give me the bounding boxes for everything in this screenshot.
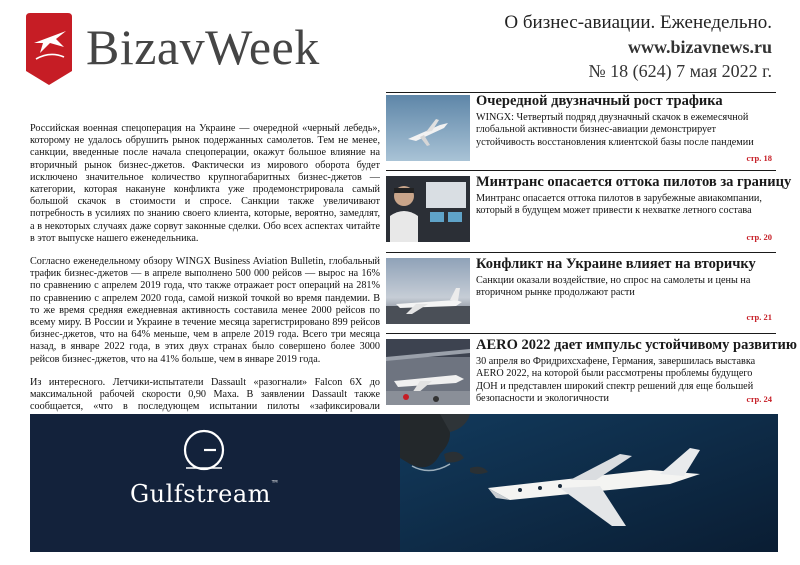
cockpit-pilot-photo: [386, 176, 470, 242]
paragraph: Российская военная спецоперация на Украине — очередной «черный лебедь», которому не удалось обрушить рынок подержанных самолетов. Тем не менее, санкции, введенные после начала спецоперации, окажут большое влияние на вторичный рынок бизнес-джетов. Фактически из мирового оборота будет исключено значительное количество крупногабаритных бизнес-джетов — категории, которая накануне конфликта уже продемонстрировала самый большой скачок в стоимости и спросе. Санкции также увеличивают потребность в усилиях по знанию своего клиента, которые, вероятно, замедлят, а в некоторых случаях даже сорвут законные сделки. Обо всех аспектах читайте в этот выпуске нашего еженедельника.: [30, 123, 380, 244]
teaser-title[interactable]: Минтранс опасается оттока пилотов за границу: [476, 174, 792, 190]
teaser-description: WINGX: Четвертый подряд двузначный скачок в ежемесячной глобальной активности бизнес-авиации демонстрирует устойчивость восстановления клиентской базы после пандемии: [476, 112, 754, 148]
divider: [386, 170, 776, 171]
jet-on-tarmac-photo: [386, 258, 470, 324]
editorial-text: [30, 123, 380, 437]
teaser-description: 30 апреля во Фридрихсхафене, Германия, завершилась выставка AERO 2022, на которой были рассмотрены проблемы будущего ДОН и представлен широкий спектр решений для еще большей безопасности и экологичности: [476, 356, 756, 405]
page-reference: стр. 20: [746, 232, 772, 242]
page-reference: стр. 18: [746, 153, 772, 163]
gulfstream-ad-banner[interactable]: [30, 414, 778, 552]
paragraph: Из интересного. Летчики-испытатели Dassault «разогнали» Falcon 6X до максимальной рабочей скорости 0,90 Маха. В заявлении Dassault также сообщается, «что в последующем испытании пилоты «зафиксировали: [30, 376, 380, 413]
teaser-traffic-growth[interactable]: [386, 95, 776, 161]
brand-title: BizavWeek: [86, 19, 320, 75]
page-reference: стр. 21: [746, 312, 772, 322]
jet-in-sky-photo: [386, 95, 470, 161]
ad-brand-name: Gulfstream: [130, 480, 271, 508]
bizavweek-logo-icon: [26, 13, 72, 85]
exhibition-hall-photo: [386, 339, 470, 405]
website-link[interactable]: www.bizavnews.ru: [627, 37, 772, 57]
teaser-description: Санкции оказали воздействие, но спрос на самолеты и цены на вторичном рынке продолжают расти: [476, 275, 751, 299]
teaser-secondary-market[interactable]: [386, 258, 776, 324]
paragraph: Согласно еженедельному обзору WINGX Business Aviation Bulletin, глобальный трафик бизнес-джетов — в апреле выполнено 500 000 рейсов — вырос на 16% по сравнению с апрелем 2019 года, что также отражает рост операций на 281% по сравнению с апрелем 2020 года, самой низкой точкой во время пандемии. В то же время средняя ежедневная активность составила менее 2000 рейсов по всему миру. В России и Украине в течение месяца зарегистрировано 899 рейсов бизнес-джетов, что на 64% меньше, чем в апреле 2019 года. Всего три месяца назад, в январе 2022 года, в этих двух странах было совершено более 3000 рейсов бизнес-джетов, что на 41% больше, чем в январе 2019 года.: [30, 256, 380, 365]
trademark: ™: [270, 479, 280, 488]
teaser-title[interactable]: AERO 2022 дает импульс устойчивому развитию: [476, 337, 797, 353]
jet-over-sea-photo: [400, 414, 778, 552]
issue-number: № 18 (624) 7 мая 2022 г.: [588, 61, 772, 81]
tagline: О бизнес-авиации. Еженедельно.: [504, 12, 772, 33]
gulfstream-logo-icon: [180, 428, 228, 474]
teaser-aero-2022[interactable]: [386, 337, 797, 405]
divider: [386, 252, 776, 253]
ad-brand-panel: [30, 414, 400, 552]
header-info: [504, 10, 772, 83]
page-reference: стр. 24: [746, 394, 772, 404]
divider: [386, 333, 776, 334]
teaser-description: Минтранс опасается оттока пилотов в зарубежные авиакомпании, который в будущем может привести к нехватке летного состава: [476, 193, 762, 217]
teaser-pilot-outflow[interactable]: [386, 174, 792, 242]
gulfstream-wordmark: [130, 480, 279, 508]
teaser-title[interactable]: Очередной двузначный рост трафика: [476, 93, 723, 109]
teaser-title[interactable]: Конфликт на Украине влияет на вторичку: [476, 256, 756, 272]
